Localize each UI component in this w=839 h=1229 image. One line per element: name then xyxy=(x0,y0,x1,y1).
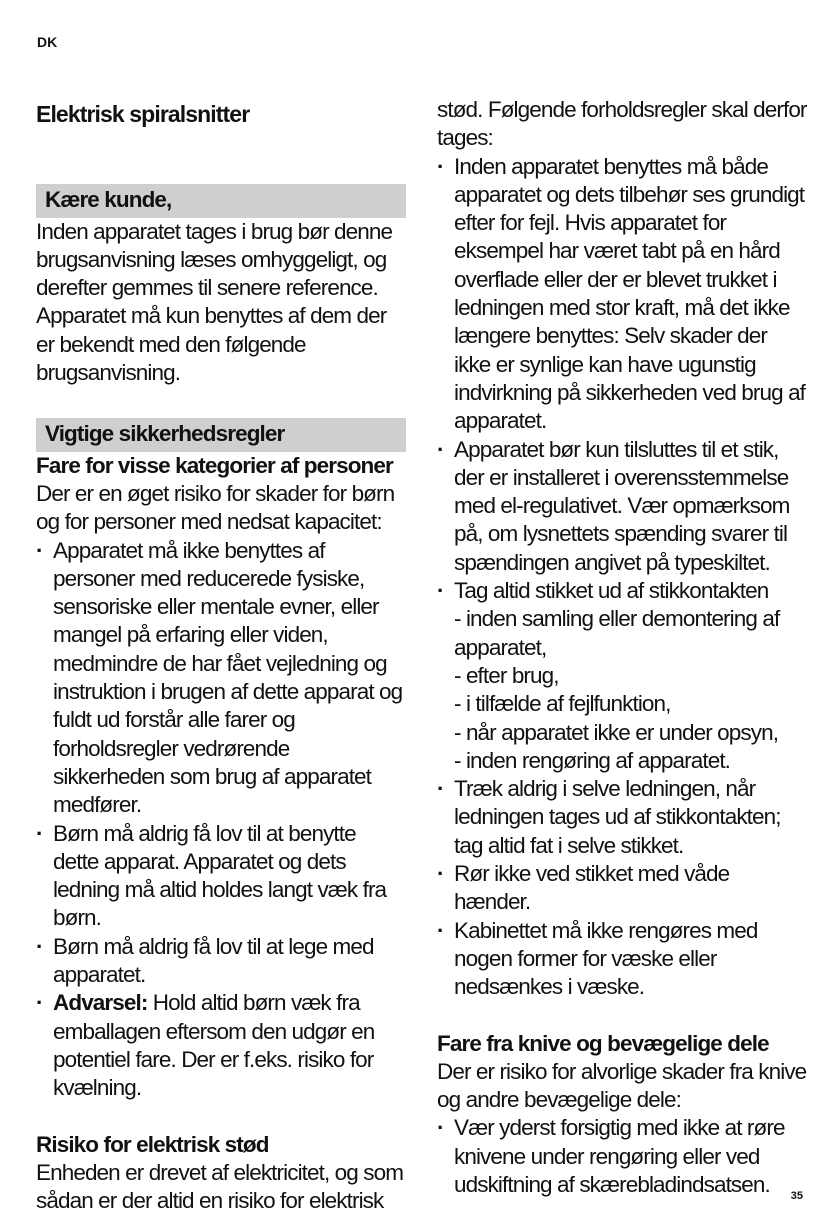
list-item: · Børn må aldrig få lov til at benytte dette apparat. Apparatet og dets ledning må altid holdes langt væk fra børn. xyxy=(36,820,406,933)
intro-paragraph: Inden apparatet tages i brug bør denne brugsanvisning læses omhyggeligt, og derefter gemmes til senere reference. Apparatet må kun benyttes af dem der er bekendt med den følgende brugsanvisning. xyxy=(36,218,393,386)
sublist-item: - inden samling eller demontering af xyxy=(454,606,780,632)
unplug-item xyxy=(437,577,807,775)
risk-groups-intro: Der er en øget risiko for skader for børn og for personer med nedsat kapacitet: xyxy=(36,480,395,535)
electric-risk-heading: Risiko for elektrisk stød xyxy=(36,1131,269,1157)
sublist-item: - efter brug, xyxy=(454,662,559,688)
electric-risk-intro: Enheden er drevet af elektricitet, og som sådan er der altid en risiko for elektrisk xyxy=(36,1159,404,1214)
risk-groups-list xyxy=(36,537,406,1103)
knives-list xyxy=(437,1114,807,1199)
list-item: · Kabinettet må ikke rengøres med nogen former for væske eller nedsænkes i væske. xyxy=(437,917,807,1002)
warning-item xyxy=(36,989,406,1102)
document-title: Elektrisk spiralsnitter xyxy=(36,101,250,127)
left-column xyxy=(36,96,406,1215)
safety-rules-heading: Vigtige sikkerhedsregler xyxy=(36,418,406,451)
electric-risk-continued: stød. Følgende forholdsregler skal derfor tages: xyxy=(437,97,807,151)
unplug-sublist xyxy=(454,605,807,775)
list-item: · Apparatet bør kun tilsluttes til et stik, der er installeret i overensstemmelse med el-regulativet. Vær opmærksom på, om lysnettets spænding svarer til spændingen angivet på typeskiltet. xyxy=(437,436,807,577)
warning-label: Advarsel: xyxy=(53,990,148,1016)
sublist-item: - inden rengøring af apparatet. xyxy=(454,747,731,773)
knives-heading: Fare fra knive og bevægelige dele xyxy=(437,1030,769,1056)
sublist-item: apparatet, xyxy=(454,634,547,660)
warning-text: Hold altid børn væk fra emballagen eftersom den udgør en potentiel fare. Der er f.eks. risiko for kvælning. xyxy=(53,990,375,1101)
list-item: · Apparatet må ikke benyttes af personer med reducerede fysiske, sensoriske eller mentale evner, eller mangel på erfaring eller viden, medmindre de har fået vejledning og instruktion i brugen af dette apparat og fuldt ud forstår alle farer og forholdsregler vedrørende sikkerheden som brug af apparatet medfører. xyxy=(36,537,406,820)
risk-groups-heading: Fare for visse kategorier af personer xyxy=(36,452,393,478)
list-item: · Inden apparatet benyttes må både apparatet og dets tilbehør ses grundigt efter for fejl. Hvis apparatet for eksempel har været tabt på en hård overflade eller der er blevet trukket i ledningen med stor kraft, må det ikke længere benyttes: Selv skader der ikke er synlige kan have ugunstig indvirkning på sikkerheden ved brug af apparatet. xyxy=(437,153,807,436)
sublist-item: - i tilfælde af fejlfunktion, xyxy=(454,691,671,717)
list-item: · Rør ikke ved stikket med våde hænder. xyxy=(437,860,807,917)
list-item: · Træk aldrig i selve ledningen, når ledningen tages ud af stikkontakten; tag altid fat i selve stikket. xyxy=(437,775,807,860)
knives-intro: Der er risiko for alvorlige skader fra knive og andre bevægelige dele: xyxy=(437,1058,807,1113)
language-code: DK xyxy=(37,34,58,50)
electric-risk-list xyxy=(437,153,807,1002)
dear-customer-heading: Kære kunde, xyxy=(36,184,406,217)
sublist-item: - når apparatet ikke er under opsyn, xyxy=(454,719,779,745)
unplug-lead: · Tag altid stikket ud af stikkontakten xyxy=(454,578,769,604)
right-column xyxy=(437,96,807,1199)
page-number: 35 xyxy=(790,1190,803,1202)
list-item: · Børn må aldrig få lov til at lege med apparatet. xyxy=(36,933,406,990)
list-item: · Vær yderst forsigtig med ikke at røre knivene under rengøring eller ved udskiftning af skærebladindsatsen. xyxy=(437,1114,807,1199)
